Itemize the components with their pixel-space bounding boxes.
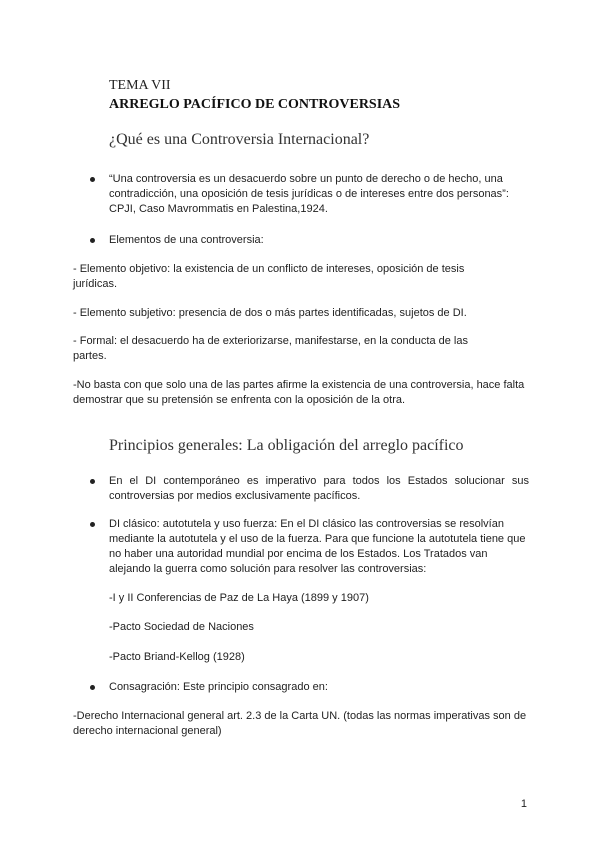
element-formal: - Formal: el desacuerdo ha de exteriorizarse, manifestarse, en la conducta de las partes. [73,335,468,362]
element-subjective: - Elemento subjetivo: presencia de dos o más partes identificadas, sujetos de DI. [73,307,467,319]
list-item [90,233,529,248]
consecration-label: Consagración: Este principio consagrado en: [109,681,328,693]
definition-quote: “Una controversia es un desacuerdo sobre un punto de derecho o de hecho, una contradicción, una oposición de tesis jurídicas o de intereses entre dos personas”: CPJI, Caso Mavrommatis en Palestina,1924. [109,173,509,215]
bullet-icon [90,522,95,527]
bullet-icon [90,177,95,182]
controversy-note: -No basta con que solo una de las partes afirme la existencia de una controversia, hace falta demostrar que su pretensión se enfrenta con la oposición de la otra. [73,379,525,406]
section-heading-controversy: ¿Qué es una Controversia Internacional? [109,131,370,148]
element-objective: - Elemento objetivo: la existencia de un conflicto de intereses, oposición de tesis jurídicas. [73,263,465,290]
bullet-icon [90,238,95,243]
list-item [90,680,529,695]
list-item [90,517,529,577]
bullet-icon [90,685,95,690]
page-number: 1 [520,798,527,810]
elements-label: Elementos de una controversia: [109,234,264,246]
general-law-note: -Derecho Internacional general art. 2.3 de la Carta UN. (todas las normas imperativas son de derecho internacional general) [73,710,527,737]
page-title: ARREGLO PACÍFICO DE CONTROVERSIAS [109,97,401,112]
list-item [90,172,529,217]
treaty-item: -I y II Conferencias de Paz de La Haya (1899 y 1907) [109,592,369,604]
topic-label: TEMA VII [109,78,171,93]
bullet-icon [90,479,95,484]
list-item [90,474,529,504]
principle-classic: DI clásico: autotutela y uso fuerza: En el DI clásico las controversias se resolvían mediante la autotutela y el uso de la fuerza. Para que funcione la autotutela tiene que no haber una autoridad mundial por encima de los Estados. Los Tratados van alejando la guerra como solución para resolver las controversias: [109,518,526,575]
principle-contemporary: En el DI contemporáneo es imperativo para todos los Estados solucionar sus controversias por medios exclusivamente pacíficos. [109,475,529,502]
treaty-item: -Pacto Briand-Kellog (1928) [109,651,245,663]
section-heading-principles: Principios generales: La obligación del arreglo pacífico [109,437,464,454]
treaty-item: -Pacto Sociedad de Naciones [109,621,254,633]
